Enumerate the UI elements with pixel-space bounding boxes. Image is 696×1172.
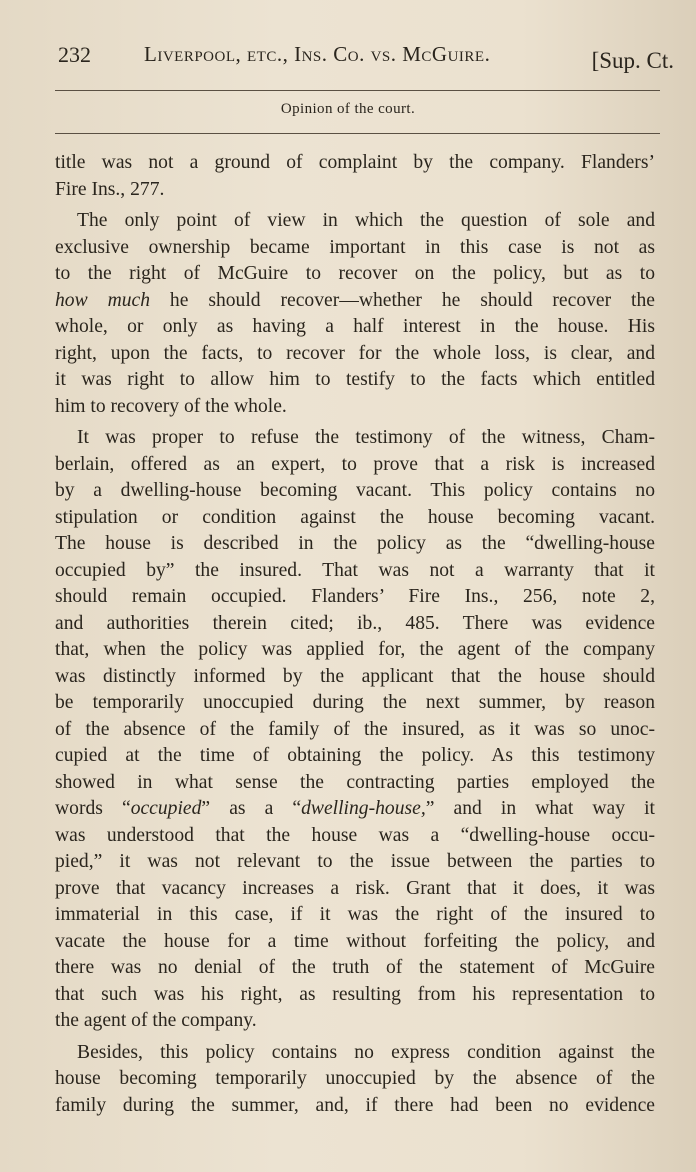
text-line: words “occupied” as a “dwelling-house,” and in what way it	[55, 798, 655, 819]
text-line: berlain, offered as an expert, to prove that a risk is increased	[55, 453, 655, 475]
text-line: that such was his right, as resulting from his representation to	[55, 983, 655, 1005]
text-line: immaterial in this case, if it was the right of the insured to	[55, 904, 655, 925]
text-line: that, when the policy was applied for, the agent of the company	[55, 639, 655, 660]
text-line: prove that vacancy increases a risk. Grant that it does, it was	[55, 877, 655, 899]
text-line: it was right to allow him to testify to the facts which entitled	[55, 369, 655, 390]
text-line: right, upon the facts, to recover for the whole loss, is clear, and	[55, 342, 655, 364]
text-line: whole, or only as having a half interest in the house. His	[55, 316, 655, 337]
text-line: how much he should recover—whether he should recover the	[55, 289, 655, 311]
text-line: there was no denial of the truth of the statement of McGuire	[55, 957, 655, 978]
text-line: Besides, this policy contains no express condition against the	[77, 1041, 655, 1063]
text-line: showed in what sense the contracting parties employed the	[55, 771, 655, 793]
header-rule-top	[55, 90, 660, 91]
text-line: It was proper to refuse the testimony of the witness, Cham-	[77, 427, 655, 448]
text-line: the agent of the company.	[55, 1010, 257, 1031]
text-line: to the right of McGuire to recover on the policy, but as to	[55, 263, 655, 284]
text-line: was distinctly informed by the applicant that the house should	[55, 665, 655, 687]
text-line: by a dwelling-house becoming vacant. This policy contains no	[55, 480, 655, 501]
header-rule-bottom	[55, 133, 660, 134]
section-subheading: Opinion of the court.	[280, 101, 416, 117]
text-line: family during the summer, and, if there had been no evidence	[55, 1094, 655, 1116]
text-line: Fire Ins., 277.	[55, 178, 165, 200]
text-line: and authorities therein cited; ib., 485. There was evidence	[55, 612, 655, 634]
page-number: 232	[58, 42, 91, 67]
text-line: vacate the house for a time without forfeiting the policy, and	[55, 930, 655, 952]
text-line: was understood that the house was a “dwelling-house occu-	[55, 824, 655, 846]
text-line: him to recovery of the whole.	[55, 395, 287, 417]
text-line: pied,” it was not relevant to the issue between the parties to	[55, 851, 655, 872]
text-line: should remain occupied. Flanders’ Fire Ins., 256, note 2,	[55, 586, 655, 607]
text-line: cupied at the time of obtaining the policy. As this testimony	[55, 745, 655, 766]
opinion-text	[55, 150, 655, 1119]
text-line: The only point of view in which the question of sole and	[77, 210, 655, 231]
running-head	[58, 40, 674, 76]
text-line: title was not a ground of complaint by the company. Flanders’	[55, 152, 655, 173]
court-label: [Sup. Ct.	[591, 48, 674, 73]
text-line: The house is described in the policy as the “dwelling-house	[55, 533, 655, 554]
text-line: of the absence of the family of the insured, as it was so unoc-	[55, 718, 655, 740]
text-line: be temporarily unoccupied during the next summer, by reason	[55, 692, 655, 713]
running-title: Liverpool, etc., Ins. Co. vs. McGuire.	[144, 42, 491, 66]
text-line: exclusive ownership became important in this case is not as	[55, 236, 655, 258]
text-line: occupied by” the insured. That was not a warranty that it	[55, 559, 655, 581]
text-line: house becoming temporarily unoccupied by the absence of the	[55, 1068, 655, 1089]
text-line: stipulation or condition against the house becoming vacant.	[55, 506, 655, 528]
